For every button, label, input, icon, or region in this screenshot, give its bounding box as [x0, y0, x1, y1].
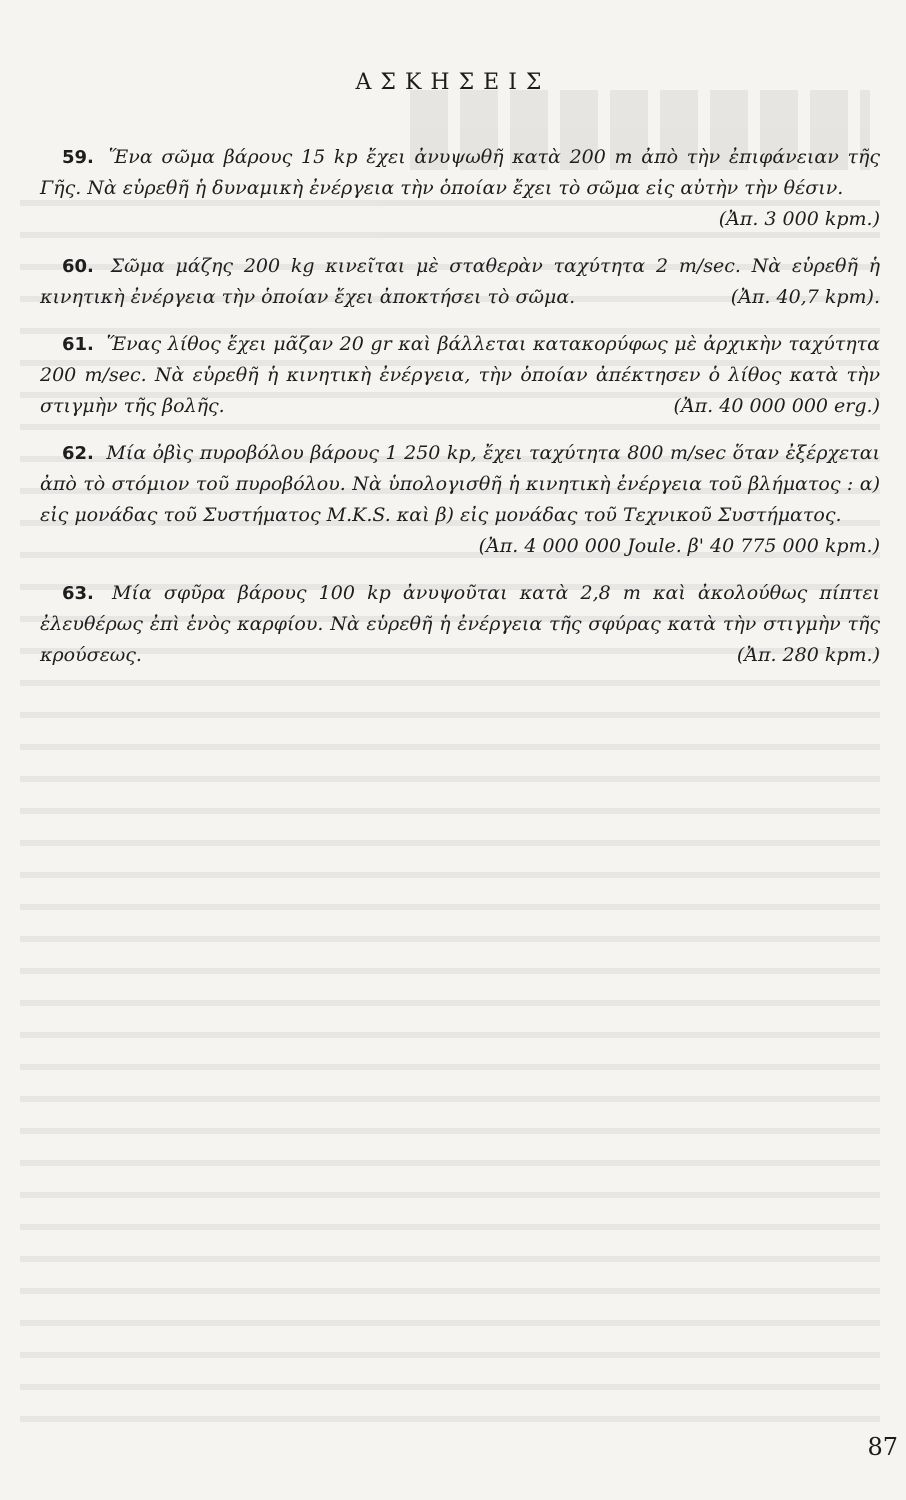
- exercise-text: Ἕνα σῶμα βάρους 15 kp ἔχει ἀνυψωθῆ κατὰ 200 m ἀπὸ τὴν ἐπιφάνειαν τῆς Γῆς. Νὰ εὑρεθῆ ἡ δυναμικὴ ἐνέργεια τὴν ὁποίαν ἔχει τὸ σῶμα εἰς αὐτὴν τὴν θέσιν.: [40, 146, 880, 199]
- exercise-60: [40, 251, 880, 313]
- section-heading: ΑΣΚΗΣΕΙΣ: [355, 70, 551, 95]
- exercise-number: 61.: [62, 334, 94, 355]
- exercise-answer: (Ἀπ. 40 000 000 erg.): [673, 395, 880, 417]
- exercise-answer: (Ἀπ. 280 kpm.): [736, 644, 880, 666]
- exercise-62: [40, 438, 880, 562]
- exercise-answer: (Ἀπ. 4 000 000 Joule. β' 40 775 000 kpm.): [478, 535, 880, 557]
- exercise-text: Σῶμα μάζης 200 kg κινεῖται μὲ σταθερὰν ταχύτητα 2 m/sec. Νὰ εὑρεθῆ ἡ κινητικὴ ἐνέργεια τὴν ὁποίαν ἔχει ἀποκτήσει τὸ σῶμα.: [40, 255, 880, 308]
- exercise-number: 60.: [62, 256, 94, 277]
- exercise-answer: (Ἀπ. 3 000 kpm.): [718, 208, 880, 230]
- exercise-text: Μία ὀβὶς πυροβόλου βάρους 1 250 kp, ἔχει ταχύτητα 800 m/sec ὅταν ἐξέρχεται ἀπὸ τὸ στόμιον τοῦ πυροβόλου. Νὰ ὑπολογισθῆ ἡ κινητικὴ ἐνέργεια τοῦ βλήματος : α) εἰς μονάδας τοῦ Συστήματος M.K.S. καὶ β) εἰς μονάδας τοῦ Τεχνικοῦ Συστήματος.: [40, 442, 880, 526]
- exercise-number: 59.: [62, 147, 94, 168]
- exercise-61: [40, 329, 880, 422]
- exercise-answer: (Ἀπ. 40,7 kpm).: [730, 286, 880, 308]
- exercise-text: Ἕνας λίθος ἔχει μᾶζαν 20 gr καὶ βάλλεται κατακορύφως μὲ ἀρχικὴν ταχύτητα 200 m/sec. Νὰ εὑρεθῆ ἡ κινητικὴ ἐνέργεια, τὴν ὁποίαν ἀπέκτησεν ὁ λίθος κατὰ τὴν στιγμὴν τῆς βολῆς.: [40, 333, 880, 417]
- exercise-text: Μία σφῦρα βάρους 100 kp ἀνυψοῦται κατὰ 2,8 m καὶ ἀκολούθως πίπτει ἐλευθέρως ἐπὶ ἑνὸς καρφίου. Νὰ εὑρεθῆ ἡ ἐνέργεια τῆς σφύρας κατὰ τὴν στιγμὴν τῆς κρούσεως.: [40, 582, 880, 666]
- exercise-list: [40, 142, 880, 687]
- exercise-63: [40, 578, 880, 671]
- exercise-number: 63.: [62, 583, 94, 604]
- exercise-59: [40, 142, 880, 235]
- page-number: 87: [867, 1433, 898, 1461]
- exercise-number: 62.: [62, 443, 94, 464]
